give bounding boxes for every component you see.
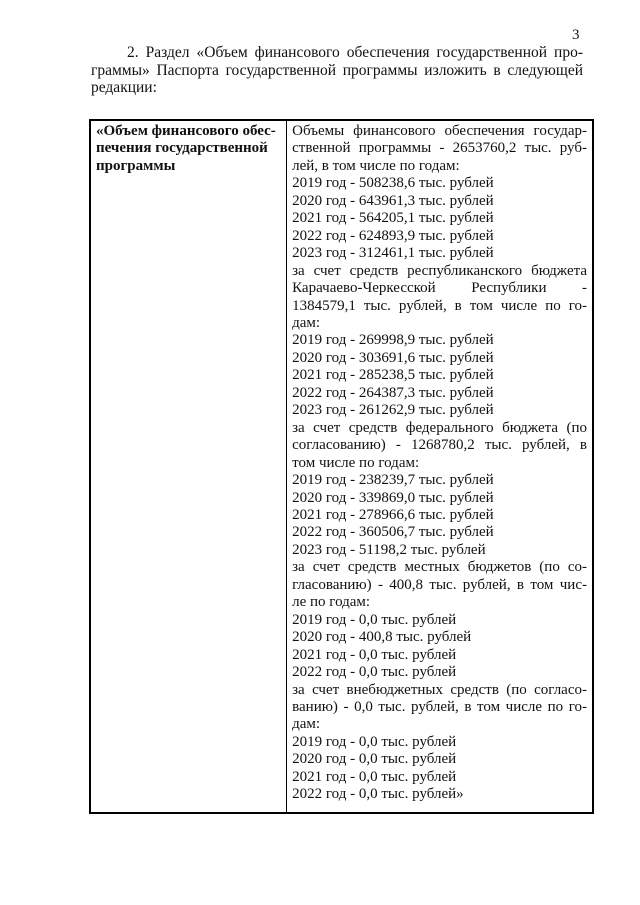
funding-line: 2023 год - 51198,2 тыс. рублей: [292, 541, 486, 558]
funding-line: Карачаево-Черкесской Республики -: [292, 280, 587, 297]
funding-line: 2019 год - 0,0 тыс. рублей: [292, 733, 457, 750]
funding-line: 2019 год - 0,0 тыс. рублей: [292, 611, 457, 628]
section-name-line: программы: [96, 157, 176, 174]
funding-line: 2019 год - 269998,9 тыс. рублей: [292, 332, 494, 349]
funding-line: 2019 год - 508238,6 тыс. рублей: [292, 175, 494, 192]
funding-line: лей, в том числе по годам:: [292, 157, 460, 174]
funding-line: Объемы финансового обеспечения государ-: [292, 123, 587, 139]
funding-line: 2022 год - 0,0 тыс. рублей»: [292, 786, 464, 803]
funding-details-cell: [287, 120, 593, 813]
funding-line: 2022 год - 264387,3 тыс. рублей: [292, 384, 494, 401]
funding-line: за счет средств республиканского бюджета: [292, 262, 587, 279]
funding-line: 2021 год - 278966,6 тыс. рублей: [292, 506, 494, 523]
section-name-line: печения государственной: [96, 140, 268, 157]
funding-line: за счет средств федерального бюджета (по: [292, 419, 587, 436]
section-name-cell: [90, 120, 287, 813]
funding-line: за счет средств местных бюджетов (по со-: [292, 559, 587, 576]
intro-paragraph: [91, 44, 583, 97]
passport-table: [89, 119, 594, 814]
funding-line: 2023 год - 312461,1 тыс. рублей: [292, 245, 494, 262]
funding-line: 2022 год - 624893,9 тыс. рублей: [292, 227, 494, 244]
funding-line: том числе по годам:: [292, 454, 420, 471]
funding-line: 2020 год - 400,8 тыс. рублей: [292, 629, 472, 646]
funding-line: 2021 год - 0,0 тыс. рублей: [292, 768, 457, 785]
funding-line: 2022 год - 0,0 тыс. рублей: [292, 664, 457, 681]
table-row: [90, 120, 593, 813]
funding-line: 2021 год - 285238,5 тыс. рублей: [292, 367, 494, 384]
funding-line: согласованию) - 1268780,2 тыс. рублей, в: [292, 437, 587, 454]
funding-line: 2021 год - 564205,1 тыс. рублей: [292, 210, 494, 227]
funding-line: ванию) - 0,0 тыс. рублей, в том числе по го-: [292, 698, 587, 715]
intro-line: редакции:: [91, 79, 157, 97]
funding-line: за счет внебюджетных средств (по согласо-: [292, 681, 587, 698]
section-name-line: «Объем финансового обес-: [96, 123, 276, 139]
funding-line: 2020 год - 0,0 тыс. рублей: [292, 751, 457, 768]
funding-line: ле по годам:: [292, 594, 371, 611]
funding-line: 2020 год - 643961,3 тыс. рублей: [292, 192, 494, 209]
funding-line: гласованию) - 400,8 тыс. рублей, в том чис-: [292, 576, 587, 593]
funding-line: 2019 год - 238239,7 тыс. рублей: [292, 472, 494, 489]
funding-line: ственной программы - 2653760,2 тыс. руб-: [292, 140, 587, 157]
funding-line: 2020 год - 303691,6 тыс. рублей: [292, 349, 494, 366]
intro-line: 2. Раздел «Объем финансового обеспечения государственной про-: [127, 44, 583, 61]
page-number: 3: [572, 27, 580, 43]
funding-line: 1384579,1 тыс. рублей, в том числе по го-: [292, 297, 587, 314]
funding-line: 2023 год - 261262,9 тыс. рублей: [292, 402, 494, 419]
intro-line: граммы» Паспорта государственной программы изложить в следующей: [91, 61, 583, 79]
funding-line: 2022 год - 360506,7 тыс. рублей: [292, 524, 494, 541]
funding-line: 2021 год - 0,0 тыс. рублей: [292, 646, 457, 663]
funding-line: 2020 год - 339869,0 тыс. рублей: [292, 489, 494, 506]
funding-line: дам:: [292, 716, 321, 733]
funding-line: дам:: [292, 314, 321, 331]
